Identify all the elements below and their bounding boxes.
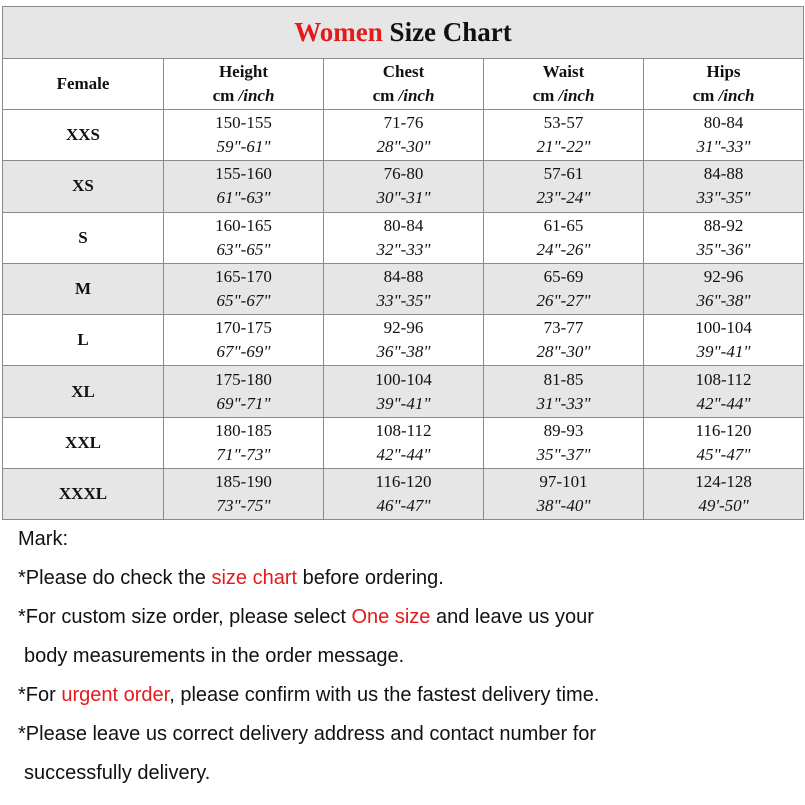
note-text: before ordering. [297,567,444,589]
size-row-m [3,263,804,314]
height-cell [164,366,324,417]
size-chart-table [2,6,804,520]
height-cm-value: 165-170 [215,267,272,287]
height-cell [164,469,324,520]
chest-cell [324,469,484,520]
header-row [3,59,804,110]
header-waist-cm: cm [532,86,555,105]
hips-inch-value: 31"-33" [696,137,751,157]
note-text: *Please do check the [18,567,212,589]
header-waist-inch: /inch [558,86,595,105]
waist-cell [484,315,644,366]
hips-inch-value: 49'-50" [698,496,749,516]
hips-inch-value: 39"-41" [696,342,751,362]
note-highlight: urgent order [61,684,170,706]
chest-inch-value: 30"-31" [376,188,431,208]
size-label: XS [3,161,164,212]
height-inch-value: 61"-63" [216,188,271,208]
size-row-l [3,315,804,366]
waist-inch-value: 24"-26" [536,239,591,259]
note-urgent-order [18,678,798,717]
hips-cell [644,110,804,161]
notes-heading: Mark: [18,528,68,550]
header-height-cm: cm [212,86,235,105]
size-label: S [3,212,164,263]
waist-inch-value: 23"-24" [536,188,591,208]
size-row-xxl [3,417,804,468]
hips-cm-value: 84-88 [703,164,744,184]
header-chest-name: Chest [382,62,425,81]
chart-title-accent: Women [294,17,383,47]
height-inch-value: 59"-61" [216,137,271,157]
hips-inch-value: 35"-36" [696,239,751,259]
header-chest-cm: cm [372,86,395,105]
waist-inch-value: 28"-30" [536,342,591,362]
waist-cm-value: 73-77 [543,318,584,338]
waist-cm-value: 53-57 [543,113,584,133]
hips-cm-value: 124-128 [695,472,752,492]
waist-cm-value: 65-69 [543,267,584,287]
height-cell [164,110,324,161]
chest-cell [324,212,484,263]
header-hips [644,59,804,110]
hips-inch-value: 33"-35" [696,188,751,208]
chest-inch-value: 42"-44" [376,444,431,464]
height-cell [164,315,324,366]
note-delivery-address-cont: successfully delivery. [24,762,211,784]
height-inch-value: 69"-71" [216,393,271,413]
waist-cm-value: 97-101 [539,472,588,492]
waist-cell [484,110,644,161]
height-inch-value: 71"-73" [216,444,271,464]
waist-inch-value: 21"-22" [536,137,591,157]
size-row-s [3,212,804,263]
note-custom-size [18,600,798,639]
waist-cell [484,366,644,417]
note-delivery-address: *Please leave us correct delivery address and contact number for [18,723,597,745]
hips-cm-value: 108-112 [695,369,752,389]
header-waist [484,59,644,110]
height-cm-value: 155-160 [215,164,272,184]
header-height-inch: /inch [238,86,275,105]
hips-inch-value: 45"-47" [696,444,751,464]
note-text: *For custom size order, please select [18,606,352,628]
size-row-xl [3,366,804,417]
header-chest [324,59,484,110]
height-inch-value: 65"-67" [216,291,271,311]
header-chest-inch: /inch [398,86,435,105]
note-check-size-chart [18,561,798,600]
size-label: XXS [3,110,164,161]
size-row-xs [3,161,804,212]
size-label: XL [3,366,164,417]
waist-cm-value: 61-65 [543,215,584,235]
chest-cm-value: 92-96 [383,318,424,338]
hips-cell [644,315,804,366]
height-cm-value: 175-180 [215,369,272,389]
height-cell [164,417,324,468]
chest-cell [324,263,484,314]
chart-title [3,7,804,59]
waist-cell [484,469,644,520]
hips-cell [644,417,804,468]
note-highlight: size chart [211,567,298,589]
waist-cm-value: 57-61 [543,164,584,184]
size-label: M [3,263,164,314]
hips-cell [644,212,804,263]
chest-cm-value: 100-104 [375,369,432,389]
hips-cell [644,469,804,520]
chest-cm-value: 80-84 [383,215,424,235]
chart-title-rest: Size Chart [382,17,512,47]
chest-inch-value: 28"-30" [376,137,431,157]
waist-cell [484,417,644,468]
note-text: , please confirm with us the fastest delivery time. [169,684,600,706]
chest-cell [324,315,484,366]
header-hips-inch: /inch [718,86,755,105]
chest-inch-value: 46"-47" [376,496,431,516]
waist-cm-value: 89-93 [543,420,584,440]
note-highlight: One size [351,606,431,628]
header-height [164,59,324,110]
hips-cm-value: 100-104 [695,318,752,338]
chest-cm-value: 116-120 [375,472,432,492]
height-cm-value: 180-185 [215,420,272,440]
notes-section [18,522,798,795]
chest-cell [324,366,484,417]
hips-inch-value: 42"-44" [696,393,751,413]
size-row-xxs [3,110,804,161]
height-inch-value: 73"-75" [216,496,271,516]
note-text: *For [18,684,62,706]
waist-inch-value: 31"-33" [536,393,591,413]
height-cell [164,263,324,314]
height-cm-value: 150-155 [215,113,272,133]
waist-cm-value: 81-85 [543,369,584,389]
header-waist-name: Waist [542,62,585,81]
note-custom-size-cont: body measurements in the order message. [24,645,405,667]
size-label: XXL [3,417,164,468]
header-height-name: Height [218,62,269,81]
header-female: Female [3,59,164,110]
height-inch-value: 63"-65" [216,239,271,259]
hips-cm-value: 88-92 [703,215,744,235]
size-label: XXXL [3,469,164,520]
height-cell [164,212,324,263]
hips-cell [644,366,804,417]
hips-cm-value: 80-84 [703,113,744,133]
note-text: and leave us your [430,606,594,628]
header-hips-name: Hips [706,62,741,81]
height-cm-value: 170-175 [215,318,272,338]
waist-inch-value: 26"-27" [536,291,591,311]
waist-inch-value: 38"-40" [536,496,591,516]
chest-cell [324,110,484,161]
header-hips-cm: cm [692,86,715,105]
waist-cell [484,212,644,263]
hips-cm-value: 92-96 [703,267,744,287]
chest-cell [324,417,484,468]
chest-cell [324,161,484,212]
hips-cell [644,263,804,314]
hips-inch-value: 36"-38" [696,291,751,311]
hips-cell [644,161,804,212]
waist-cell [484,263,644,314]
chest-inch-value: 36"-38" [376,342,431,362]
height-cell [164,161,324,212]
height-cm-value: 160-165 [215,215,272,235]
height-inch-value: 67"-69" [216,342,271,362]
waist-inch-value: 35"-37" [536,444,591,464]
size-label: L [3,315,164,366]
waist-cell [484,161,644,212]
chest-inch-value: 32"-33" [376,239,431,259]
hips-cm-value: 116-120 [695,420,752,440]
size-row-xxxl [3,469,804,520]
chest-cm-value: 71-76 [383,113,424,133]
chest-cm-value: 84-88 [383,267,424,287]
chest-cm-value: 76-80 [383,164,424,184]
height-cm-value: 185-190 [215,472,272,492]
chest-inch-value: 39"-41" [376,393,431,413]
chest-cm-value: 108-112 [375,420,432,440]
chest-inch-value: 33"-35" [376,291,431,311]
